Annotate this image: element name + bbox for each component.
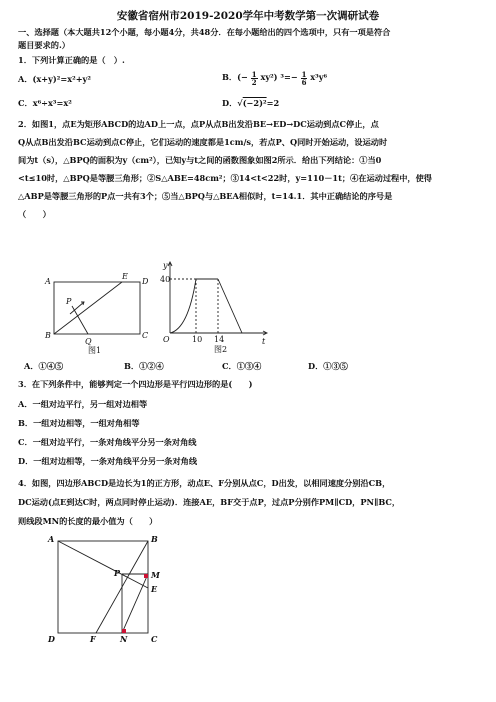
tick-14: 14 (214, 335, 225, 344)
q2-option-a: A．①④⑤ (24, 361, 64, 371)
curve-segment (170, 279, 196, 333)
q1-b-den2: 6 (301, 77, 307, 87)
q4-line2: DC运动(点E到达C时，两点同时停止运动)．连接AE，BF交于点P，过点P分别作PM∥CD，PN∥BC， (18, 497, 401, 507)
q4-line3: 则线段MN的长度的最小值为（ ） (18, 516, 158, 526)
q1-option-c: C．x⁶÷x³=x² (18, 98, 72, 108)
section1-heading-line2: 题目要求的.） (18, 40, 70, 50)
label-b: B (151, 534, 158, 544)
q3-option-b: B．一组对边相等，一组对角相等 (18, 418, 140, 428)
q1-option-a: A．(x+y)²=x²+y² (18, 74, 91, 84)
label-p: P (66, 297, 72, 306)
q1-d-radicand: (−2)² (242, 98, 267, 108)
q3-option-d: D．一组对边相等，一条对角线平分另一条对角线 (18, 456, 198, 466)
q1-b-num2: 1 (301, 69, 307, 79)
q2-option-d: D．①③⑤ (308, 361, 348, 371)
label-m: M (151, 570, 160, 580)
label-d: D (142, 277, 149, 286)
q1-b-fraction-2 (301, 71, 308, 86)
descending-segment (218, 279, 242, 333)
label-n: N (120, 634, 128, 644)
right-angle-mark-m (144, 574, 148, 578)
q1-b-prefix: B．(− (222, 72, 248, 82)
figure1-caption: 图1 (88, 346, 102, 354)
q4-line1: 4．如图，四边形ABCD是边长为1的正方形，动点E、F分别从点C，D出发，以相同速度分别沿CB， (18, 478, 391, 488)
q2-line4: <t≤10时，△BPQ是等腰三角形；②S△ABE=48cm²；③14<t<22时，y=110－1t；④在运动过程中，使得 (18, 173, 432, 183)
label-e: E (151, 584, 158, 594)
q3-option-c: C．一组对边平行，一条对角线平分另一条对角线 (18, 437, 197, 447)
label-e: E (122, 272, 128, 281)
q2-line6: （ ） (18, 209, 51, 219)
q2-figure1 (44, 268, 150, 354)
q1-d-suffix: =2 (266, 98, 280, 108)
segment-mn (122, 574, 148, 633)
q1-b-middle: xy²) ³=− (260, 72, 298, 82)
label-c: C (151, 634, 158, 644)
t-axis-label: t (262, 337, 266, 346)
label-d: D (48, 634, 55, 644)
right-angle-mark-n (122, 629, 126, 633)
q1-option-d (222, 97, 279, 109)
q1-option-b (222, 68, 327, 86)
rectangle-abcd (54, 282, 140, 334)
section1-heading-line1: 一、选择题（本大题共12个小题，每小题4分，共48分．在每小题给出的四个选项中，只有一项是符合 (18, 27, 391, 37)
q2-line1: 2．如图1，点E为矩形ABCD的边AD上一点，点P从点B出发沿BE→ED→DC运动到点C停止，点 (18, 119, 379, 129)
square-abcd (58, 541, 148, 633)
q3-stem: 3．在下列条件中，能够判定一个四边形是平行四边形的是( ) (18, 379, 253, 389)
q1-b-num1: 1 (251, 69, 257, 79)
y-axis-label: y (163, 261, 168, 270)
q3-option-a: A．一组对边平行，另一组对边相等 (18, 399, 148, 409)
q2-figure2 (160, 257, 272, 354)
page-title: 安徽省宿州市2019-2020学年中考数学第一次调研试卷 (116, 10, 380, 22)
label-c: C (142, 331, 149, 340)
q2-line5: △ABP是等腰三角形的P点一共有3个；⑤当△BPQ与△BEA相似时，t=14.1．其中正确结论的序号是 (18, 191, 393, 201)
q1-b-suffix: x³y⁶ (310, 72, 328, 82)
label-f: F (90, 634, 96, 644)
label-a: A (45, 277, 51, 286)
q4-figure (40, 532, 170, 644)
q1-d-prefix: D． (222, 98, 238, 108)
q2-line2: Q从点B出发沿BC运动到点C停止，它们运动的速度都是1cm/s，若点P、Q同时开始运动，设运动时 (18, 137, 388, 147)
q1-b-fraction-1 (251, 71, 258, 86)
tick-10: 10 (192, 335, 203, 344)
origin-label: O (163, 335, 170, 344)
tick-40: 40 (160, 275, 171, 284)
segment-be (54, 282, 122, 334)
figure2-caption: 图2 (214, 345, 228, 354)
label-p: P (114, 568, 121, 578)
q1-b-den1: 2 (251, 77, 257, 87)
label-a: A (48, 534, 55, 544)
q2-option-b: B．①②④ (124, 361, 164, 371)
q2-option-c: C．①③④ (222, 361, 262, 371)
label-q: Q (85, 337, 92, 346)
q1-stem: 1．下列计算正确的是（ ）. (18, 55, 125, 65)
label-b: B (45, 331, 51, 340)
sqrt-icon: √ (237, 98, 243, 108)
q2-line3: 间为t（s），△BPQ的面积为y（cm²），已知y与t之间的函数图象如图2所示．给出下列结论：①当0 (18, 155, 382, 165)
